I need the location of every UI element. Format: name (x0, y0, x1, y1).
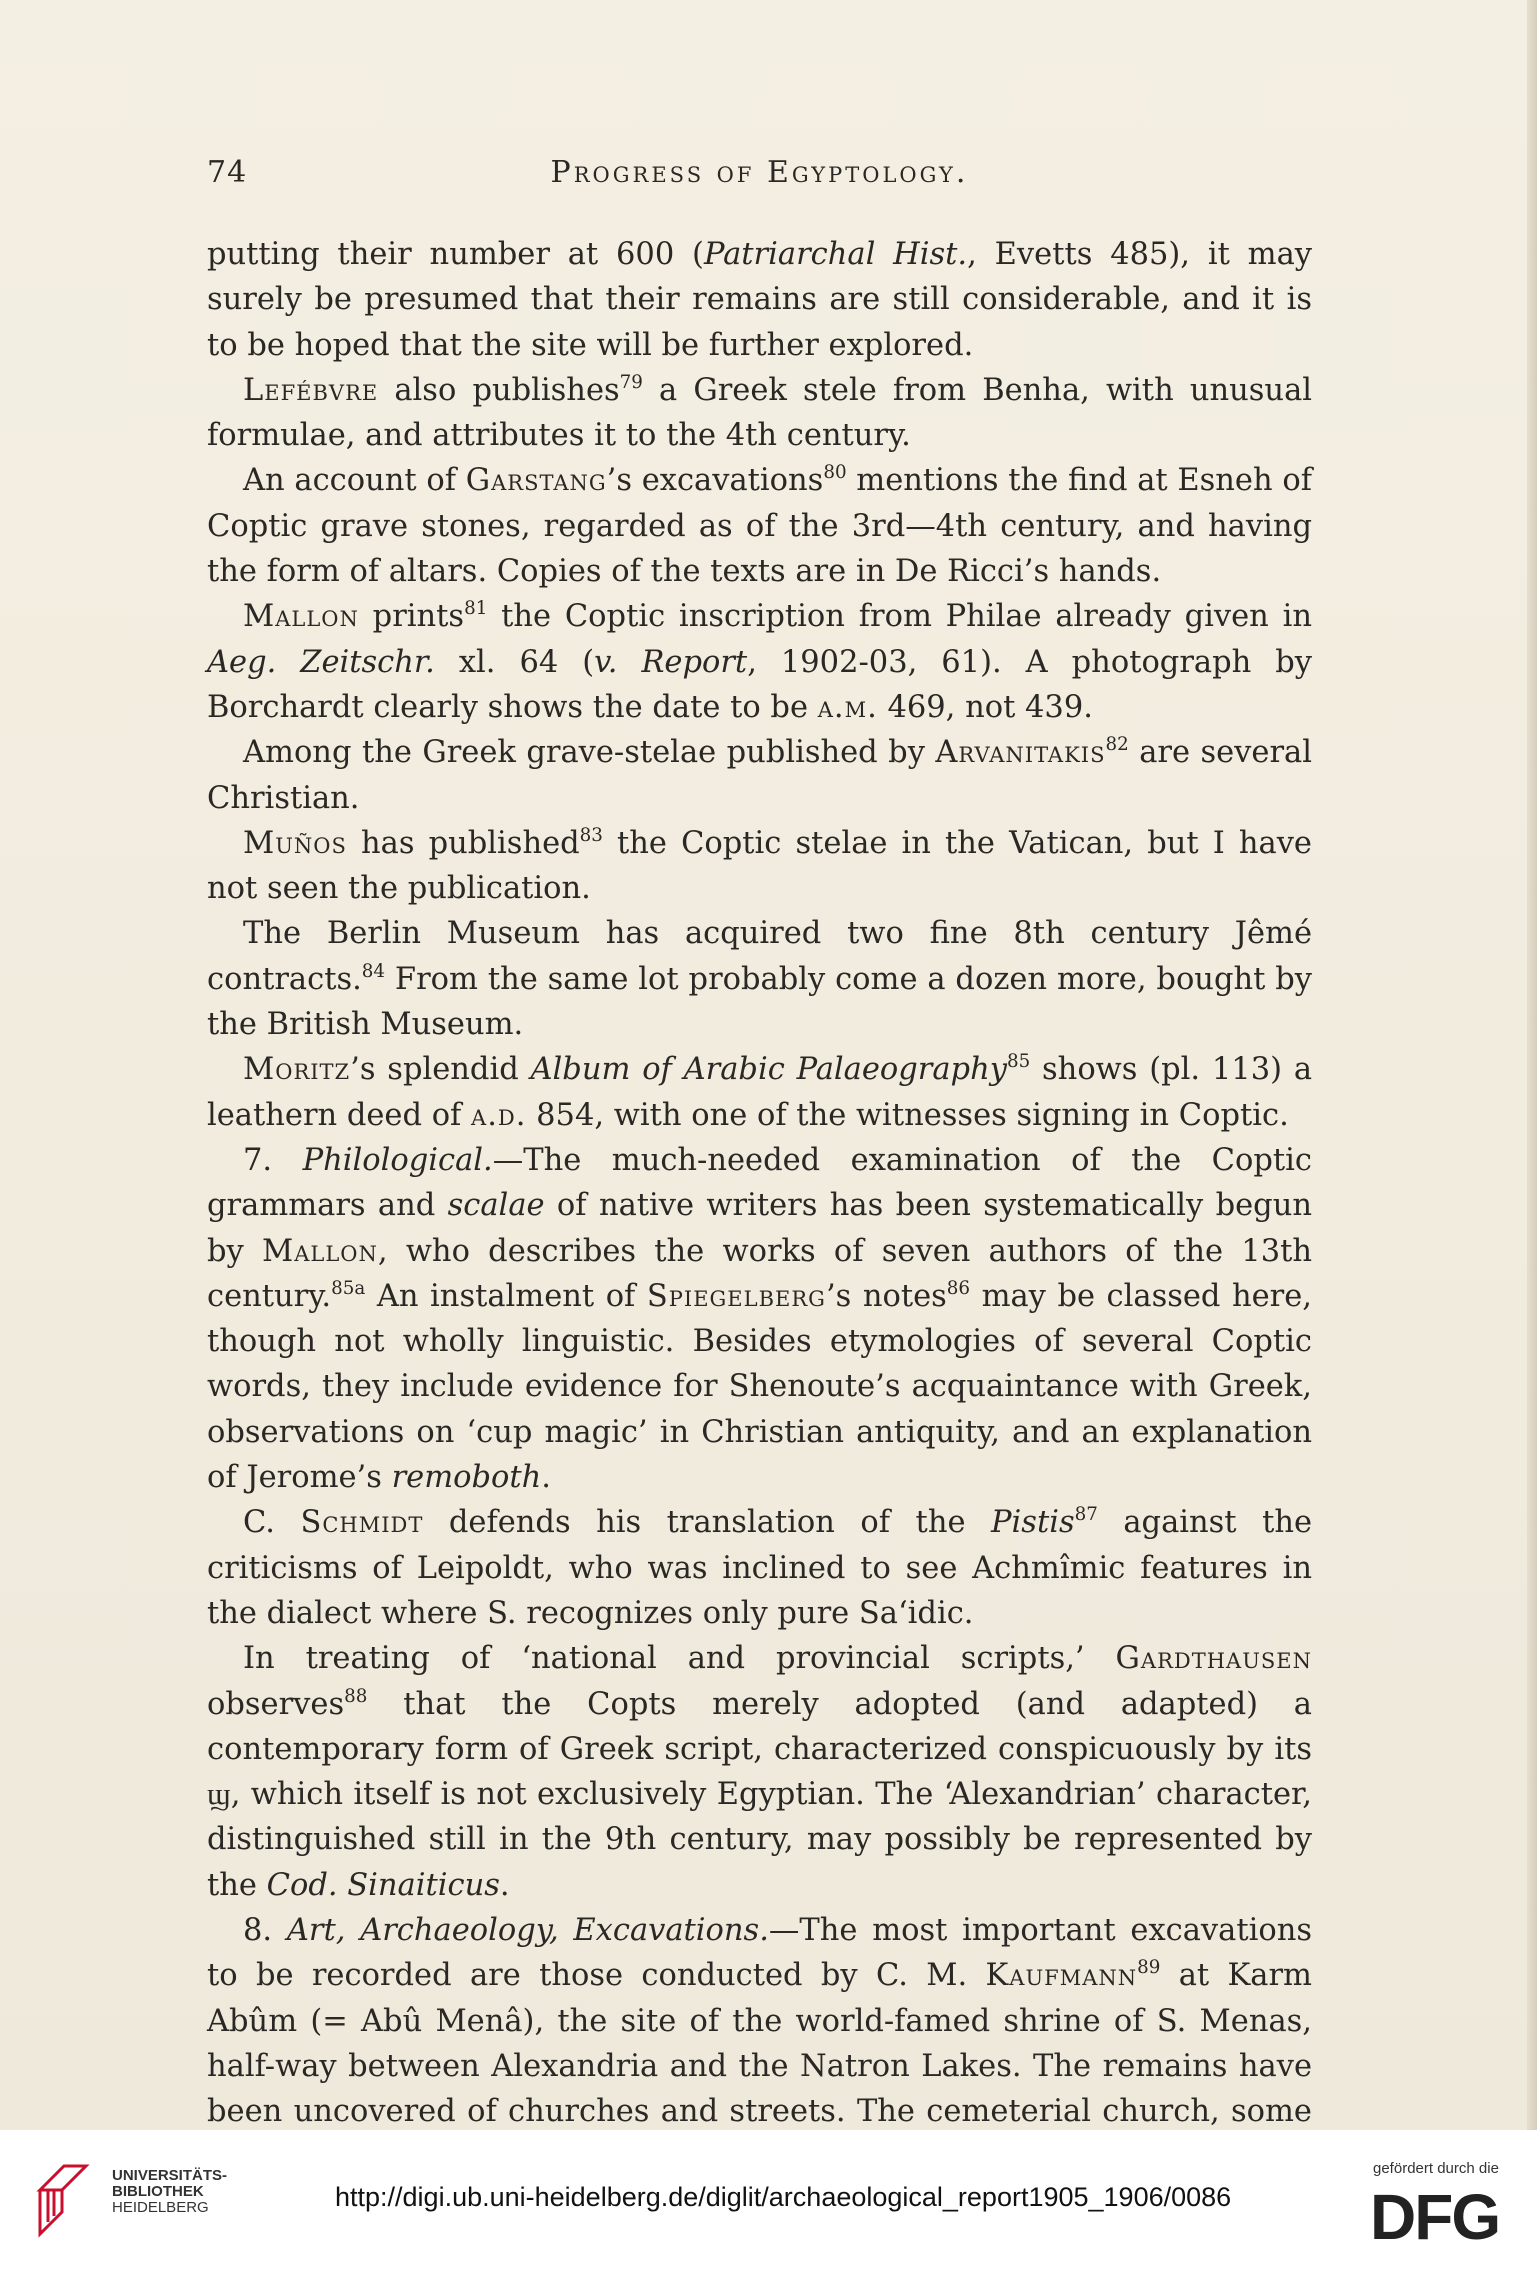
paragraph-4: Mallon prints$^{81}$ the Coptic inscription from Philae already given in Aeg. Zeitschr. xl. 64 (v. Report, 1902-03, 61). A photograph by Borchardt clearly shows the date to be a.m. 469, not 439. (207, 598, 1313, 725)
footnote-ref: 87 (1074, 1504, 1098, 1526)
footnote-ref: 84 (361, 960, 386, 982)
source-url-link[interactable]: http://digi.ub.uni-heidelberg.de/diglit/archaeological_report1905_1906/0086 (335, 2182, 1232, 2212)
paragraph-10: C. Schmidt defends his translation of the Pistis$^{87}$ against the criticisms of Leipoldt, who was inclined to see Achmîmic features in the dialect where S. recognizes only pure Sa‘idic. (207, 1504, 1313, 1631)
paragraph-12: 8. Art, Archaeology, Excavations.—The most important excavations to be recorded are those conducted by C. M. Kaufmann$^{89}$ at Karm Abûm (= Abû Menâ), the site of the world-famed shrine of S. Menas, half-way between Alexandria and the Natron Lakes. The remains have been uncovered of churches and streets. The cemeterial church, some (207, 1912, 1313, 2130)
paragraph-2: Lefébvre also publishes$^{79}$ a Greek stele from Benha, with unusual formulae, and attributes it to the 4th century. (207, 371, 1313, 454)
footnote-ref: 80 (823, 462, 847, 484)
coptic-glyph: ϣ (207, 1777, 231, 1813)
digitization-footer (0, 2130, 1537, 2279)
paragraph-9: 7. Philological.—The much-needed examination of the Coptic grammars and scalae of native writers has been systematically begun by Mallon, who describes the works of seven authors of the 13th century.$^{85a}$ An instalment of Spiegelberg’s notes$^{86}$ may be classed here, though not wholly linguistic. Besides etymologies of several Coptic words, they include evidence for Shenoute’s acquaintance with Greek, observations on ‘cup magic’ in Christian antiquity, and an explanation of Jerome’s remoboth. (207, 1142, 1313, 1496)
dfg-logo: DFG (1370, 2181, 1500, 2253)
footnote-ref: 88 (344, 1685, 368, 1707)
footnote-ref: 85a (331, 1277, 366, 1299)
paragraph-6: Muños has published$^{83}$ the Coptic stelae in the Vatican, but I have not seen the publication. (207, 824, 1312, 907)
paragraph-5: Among the Greek grave-stelae published by Arvanitakis$^{82}$ are several Christian. (207, 734, 1312, 816)
footnote-ref: 89 (1137, 1957, 1161, 1979)
page-body (207, 232, 1312, 2180)
running-title: Progress of Egyptology. (550, 155, 969, 190)
footnote-ref: 83 (579, 824, 603, 846)
paragraph-1: putting their number at 600 (Patriarchal Hist., Evetts 485), it may surely be presumed that their remains are still considerable, and it is to be hoped that the site will be further explored. (207, 237, 1313, 363)
footnote-ref: 86 (946, 1277, 971, 1299)
paragraph-11: In treating of ‘national and provincial scripts,’ Gardthausen observes$^{88}$ that the Copts merely adopted (and adapted) a contemporary form of Greek script, characterized conspicuously by its ϣ, which itself is not exclusively Egyptian. The ‘Alexandrian’ character, distinguished still in the 9th century, may possibly be represented by the Cod. Sinaiticus. (207, 1641, 1312, 1903)
page-number: 74 (207, 155, 248, 190)
footnote-ref: 81 (464, 598, 488, 620)
page-header (207, 155, 1312, 205)
paragraph-8: Moritz’s splendid Album of Arabic Palaeography$^{85}$ shows (pl. 113) a leathern deed of a.d. 854, with one of the witnesses signing in Coptic. (207, 1051, 1312, 1133)
footnote-ref: 82 (1105, 734, 1129, 756)
footnote-ref: 85 (1006, 1051, 1031, 1073)
library-name: UNIVERSITÄTS- BIBLIOTHEK HEIDELBERG (112, 2167, 228, 2216)
library-logo-icon (34, 2160, 92, 2240)
footnote-ref: 79 (619, 371, 643, 393)
paragraph-7: The Berlin Museum has acquired two fine 8th century Jêmé contracts.$^{84}$ From the same lot probably come a dozen more, bought by the British Museum. (207, 916, 1312, 1043)
paragraph-3: An account of Garstang’s excavations$^{80}$ mentions the find at Esneh of Coptic grave stones, regarded as of the 3rd—4th century, and having the form of altars. Copies of the texts are in De Ricci’s hands. (207, 462, 1312, 590)
funding-caption: gefördert durch die (1373, 2160, 1499, 2177)
page-edge (1527, 0, 1537, 2130)
